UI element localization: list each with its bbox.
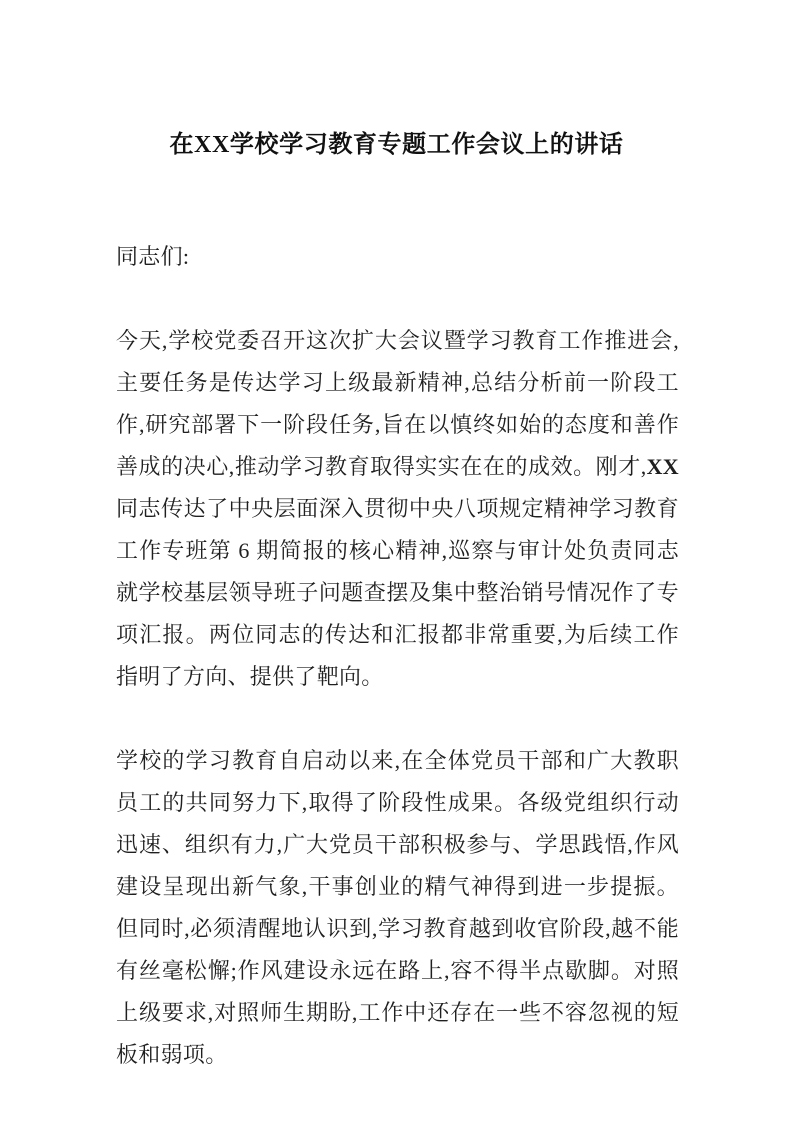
emphasized-text: XX <box>646 454 679 479</box>
text-run: 学校的学习教育自启动以来,在全体党员干部和广大教职员工的共同努力下,取得了阶段性成果。各级党组织行动迅速、组织有力,广大党员干部积极参与、学思践悟,作风建设呈现出新气象,干事创业的精气神得到进一步提振。但同时,必须清醒地认识到,学习教育越到收官阶段,越不能有丝毫松懈;作风建设永远在路上,容不得半点歇脚。对照上级要求,对照师生期盼,工作中还存在一些不容忽视的短板和弱项。 <box>116 748 679 1067</box>
document-title: 在XX学校学习教育专题工作会议上的讲话 <box>169 132 624 158</box>
text-run: 今天,学校党委召开这次扩大会议暨学习教育工作推进会,主要任务是传达学习上级最新精神,总结分析前一阶段工作,研究部署下一阶段任务,旨在以慎终如始的态度和善作善成的决心,推动学习教育取得实实在在的成效。刚才, <box>116 328 679 479</box>
text-run: 同志传达了中央层面深入贯彻中央八项规定精神学习教育工作专班第 6 期简报的核心精神,巡察与审计处负责同志就学校基层领导班子问题查摆及集中整治销号情况作了专项汇报。两位同志的传达和汇报都非常重要,为后续工作指明了方向、提供了靶向。 <box>116 496 679 689</box>
body-paragraph-1 <box>116 320 679 698</box>
salutation-line: 同志们: <box>116 244 190 269</box>
body-paragraph-2 <box>116 740 679 1076</box>
